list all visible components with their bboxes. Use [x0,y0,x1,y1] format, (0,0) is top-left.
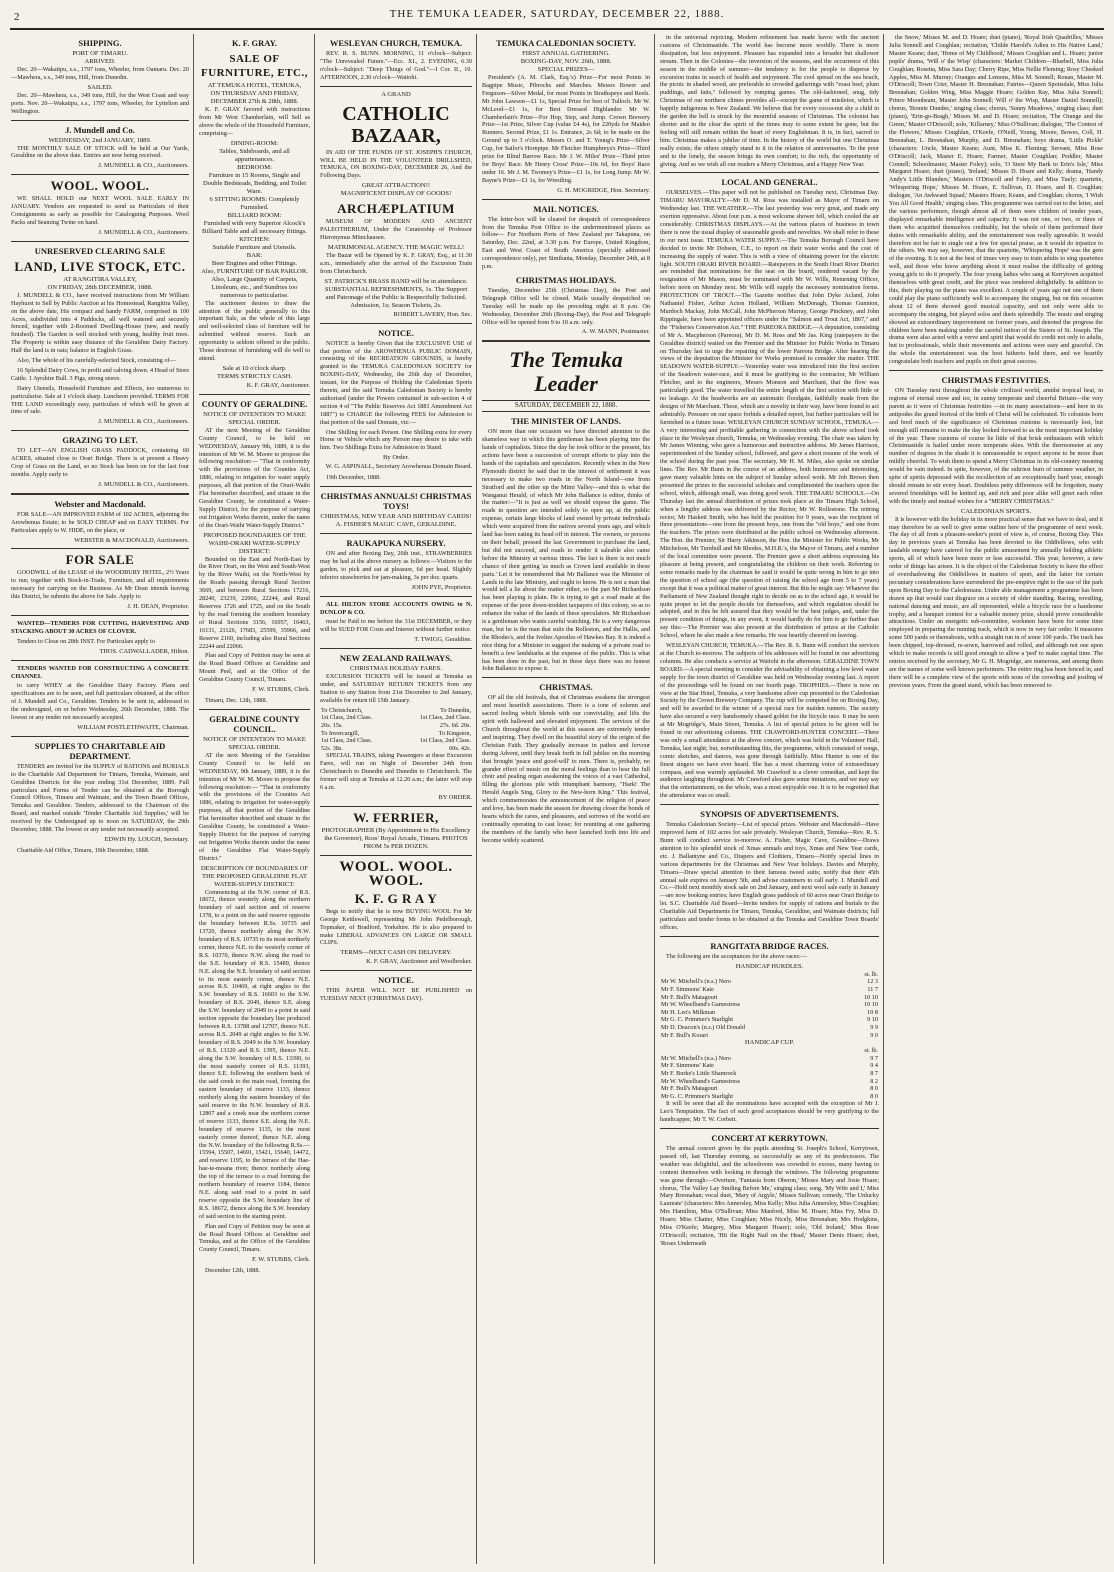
gray-signature: K. F. GRAY, Auctioneer. [246,381,310,389]
railways-heading: NEW ZEALAND RAILWAYS. [339,653,453,664]
order-text: By Order. [382,454,409,462]
table-cell: 9 7 [870,1054,878,1062]
stubbs-signature: F. W. STUBBS, Clerk. [252,686,310,694]
column-1 [8,34,192,1564]
races-heading: RANGITATA BRIDGE RACES. [710,940,829,951]
table-cell: 60s. 42s. [449,744,471,752]
column-3 [317,34,475,1564]
table-cell: Mr F. Simmons' Kate [661,1062,714,1070]
table-cell: st. lb. [864,1047,878,1055]
bar-text: Beer Engines and other Fittings. [211,259,298,267]
table-row [320,737,472,745]
paper-title: The Temuka Leader [509,347,623,397]
stock-items: 16 Splendid Dairy Cows, in profit and calving down. 4 Head of Store Cattle. 1 Ayrshire Bull. 3 Pigs, strong stores. [11,366,189,382]
first-annual-text: FIRST ANNUAL GATHERING. [522,50,610,57]
hilton-text: must be Paid to me before the 31st DECEMBER, or they will be SUED FOR Costs and Interest without further notice. [320,618,472,634]
table-cell [660,971,845,979]
fisher-text: A. FISHER'S MAGIC CAVE, GERALDINE. [335,521,457,529]
hurdles-table [660,971,879,1039]
christmas-heading: CHRISTMAS. [539,682,593,693]
parlor-text: Also, FURNITURE OF BAR PARLOR. [201,267,308,275]
handicap-heading: HANDICAP CUP. [744,1039,795,1047]
mundell-sale-text: THE MONTHLY SALE OF STOCK will be held at Our Yards, Geraldine on the above date. Entries are now being received. [11,144,189,160]
table-row [660,978,879,986]
minister-heading: THE MINISTER OF LANDS. [511,416,621,427]
stock-intro: Also, The whole of his carefully-selected Stock, consisting of— [17,357,176,365]
table-cell: Mr F. Bull's Matagouri [661,1085,718,1093]
table-cell: Mr F. Bull's Korari [661,1031,709,1039]
ferrier-heading: W. FERRIER, [353,809,439,825]
table-row [660,1001,879,1009]
notice-text: AT the next Meeting of the Geraldine County Council, to be held on WEDNESDAY, January 9th, 1889, it is the intention of Mr W. M. Moore to propose the following resolution:— "That in conformity with the provisions of the Counties Act, 1886, relating to irrigation for water supply purposes, all that portion of the Orari-Waihi Flat hereinafter described, and situate in the Geraldine County, be constituted a Water-Supply District, for the purpose of carrying out Irrigation Works therein, under the name of the Orari-Waihi Water-Supply District." [199,426,310,529]
sale-time: Sale at 10 o'clock sharp. [222,364,287,372]
refresh-text: SUBSTANTIAL REFRESHMENTS, 1s. The Support and Patronage of the Public is Respectfully Solicited. [324,285,468,301]
sailed-text: Dec. 20—Mawhera, s.s., 349 tons, Hill, for the West Coast and way ports. Nov. 20—Wakatipu, s.s., 1797 tons, Wheeler, for Lyttelton and Wellington. [11,91,189,115]
table-row [660,986,879,994]
grand-text: A GRAND [381,90,411,98]
table-cell: 10 10 [864,993,878,1001]
table-cell: 1st Class, 2nd Class. [321,737,373,745]
masthead-title: THE TEMUKA LEADER, SATURDAY, DECEMBER 22, 1888. [389,8,725,20]
table-cell: Mr W. Wheelband's Gamestress [661,1001,741,1009]
land-text: J. MUNDELL & CO., have received instructions from Mr William Hayhurst to Sell by Public Auction at his Homestead, Rangitira Valley, on the above date, His compact and handy FARM, comprised in 100 Acres, subdivided into 4 Paddocks, all well watered and securely fenced, together with 2-Roomed Dwelling-House (new, and neatly finished). The Garden is well stocked with young, healthy fruit trees. The Property is within easy distance of the Geraldine Dairy Factory. Half the land is in oats; balance in English Grass. [11,291,189,355]
wool-wool-heading: WOOL. WOOL. WOOL. [339,858,453,889]
table-cell: 20s. 15s. [321,721,343,729]
table-row [320,730,472,738]
minister-text: ON more than one occasion we have directed attention to the shameless way in which this gentleman has been playing into the hands of capitalists. Since the day he took office to the present, his actions have been a succession of corrupt efforts to play into the hands of the capitalists and speculators. Recently when in the New Plymouth district he said that in the interest of settlement it was necessary to make two roads in the North Island—one from Stratford and the other up the Mimi Valley—and this is what the Wanganui Herald, of which Mr John Ballance is editor, thinks of the matter:—"It is just as well we should expose the game. The roads in question are intended solely to open up, at the public expense, certain large blocks of land owned by private individuals which were acquired from the natives several years ago, and which land has been eating its head off in interest. The owners, or persons on their behalf, pressed the last Government to purchase the land, but did not succeed, and roads to render it saleable also came before the Ministry at various times. The fact is there is not much chance of their getting 'as much as Crown land available in these parts.' Let it be remembered that Mr Ballance was the Minister of Lands in the late Ministry, and ought to know. He is not a man that would tell a lie about the matter either, so the part Mr Richardson has been playing is plain. He is trying to get a road made at the expense of the poor down-trodden taxpayers of this colony, so as to enhance the value of the lands of these speculators. Mr Richardson is a gentleman who wants careful watching. He is a very dangerous man, but he is the man that suits the Rolleston, and the Hallis, and the Rhodes's, and the Ivelies Apostles of Hawkes Bay. It is indeed a nice thing for a Minister to suggest the making of a private road to benefit a few landsharks at the expense of the public. This is what has been done in the past, but in these days there was no honest John Ballance to expose it. [482,428,650,673]
table-cell: 1st Class, 2nd Class. [419,737,471,745]
raukapuka-heading: RAUKAPUKA NURSERY. [346,538,446,549]
carpets-text: Also, Large Quantity of Carpets, Linoleum, etc., and Sundries too numerous to particularise. [211,275,298,299]
hurdles-heading: HANDICAP HURDLES. [735,962,804,970]
stubbs2-signature: F. W. STUBBS, Clerk. [252,1256,310,1264]
notice-heading: NOTICE OF INTENTION TO MAKE SPECIAL ORDER. [203,410,306,426]
bar-heading: BAR: [246,251,263,259]
arrived-text: Dec. 20—Wakatipu, s.s., 1797 tons, Wheeler, from Oamaru. Dec. 20—Mawhera, s.s., 349 tons, Hill, from Dunedin. [11,66,189,81]
bedroom-text: Furniture in 15 Rooms, Single and Double Bedsteads, Bedding, and Toilet Ware. [202,171,307,195]
table-row [320,745,472,753]
table-cell: 52s. 38s. [321,744,343,752]
prizes-text: President's (A. M. Clark, Esq.'s) Prize—For most Points in Bagpipe Music, Pibrochs and Marches. Messrs Bower and Ferguson—Silver Medal, for most Points in Strathspeys and Reels. Mr John Lawson—£1 1s, Special Prize for best of Tulloch. Mr W. McLeod—£1 1s, for Best Dressed Highlander. Mr W. Chamberlain's Prize—For Hop, Step, and Jump. Crown Brewery Prize—1st Prize, Silver Cup (value £4 4s), for 220yds for Maiden Runners. Second Prize, £1 1s. Entrance, 2s 6d; to be made on the Ground up to 3 o'clock. Messrs O. and T. Young's Prize—Silver Cup, for Sailor's Hornpipe. Mr Fletcher Humphreys's Prize—Third prize for Blind Barrow Race. Mr J. W. Miles' Prize—Third prize for Boys' Race. Mr Henry Cross' Prize—10s 6d, for Boys' Race under 16. Mr J. M. Twomey's Prize—£1 1s, for Long Jump. Mr W. Bayne's Prize—£1 1s, for Wrestling. [482,74,650,184]
handicap-table [660,1047,879,1100]
archae-heading: ARCHÆPLATIUM [337,201,455,217]
archae-text: MUSEUM OF MODERN AND ANCIENT PALEOTHERIUM, Under the Curatorship of Professor Hieronymus Münchausen. [320,218,472,242]
billiard-heading: BILLIARD ROOM: [227,211,282,219]
festivities-text: ON Tuesday next throughout the whole civilized world, amidst tropical heat, in regions of eternal snow and ice, in sunny temperate and cheerful Britain—the very parent as it were of Christmas festivities —in its many associations—and here in its antipodes the grand festival of the birth of Christ will be celebrated. To colonists born and bred much of the significance of Christmas customs is necessarily lost, but enough still remains to make the day looked forward to as the most important holiday of the year. These customs of course lie little of that brisk enthusiasm with which Christmastide is hailed under more temperate skies. With the thermometer at any number of degrees in the shade it is unreasonable to expect anyone to be more than mildly cheerful. To wish them to spend a Merry Christmas in its old-country meaning would be vain indeed. In spite, however, of the sultriest burn of summer weather, in spite of spirits depressed with the recollection of an exceptionally hard year, enough should remain to stir every heart. Doubtless petty differences will be forgotten, many severed friendships will be knitted up, and rich and poor alike will greet each other with the timely and mutual wishes for a "MERRY CHRISTMAS." [889,387,1103,505]
table-row [660,1093,879,1101]
notice2-heading: NOTICE OF INTENTION TO MAKE SPECIAL ORDER. [203,735,306,751]
grazing-signature: J. MUNDELL & CO., Auctioneers. [98,480,189,488]
catholic-text: IN AID OF THE FUNDS OF ST. JOSEPH'S CHURCH, WILL BE HELD IN THE VOLUNTEER DRILLSHED, TEMUKA, ON BOXING-DAY, DECEMBER 26, And the Following Days. [320,148,472,180]
christmas-continued-text: in the universal rejoicing. Modern refinement has made havoc with the ancient customs of Christmastide. The world has become more worldly. There is more dissipation, but less enjoyment. Pleasure has expanded into a broader but shallower stream. Then in the Colonies—the inversion of the seasons, and the occurrence of this season in the middle of summer—the tendency is for the people to disperse by excursion trains in search of health and enjoyment. The cool spread on the sea beach, the picnic in shaded wood, are preferable to crowded gatherings with "roast beef, plum puddings, and faits," followed by romping games. The old-fashioned, snug, tidy Christmas of our northern climes provides all—except the game of mistletoe, which is happily indigenous to New Zealand. We believe that for every cocoa-nut shy a child in the garden the bell is struck by the mournful seasons of Christmas. The colonist has shorter and in the clear the spirit of the times may to some extent be gone, but the feeling will still remain within the heart of every Englishman. It is, in fact, sacred to him. Christmas makes a jubilee of time. In the history of the world but one Christmas really exists; the others simply stand to it in the relation of anniversaries. To the poor and to the lonely, the season brings its own comfort; to the rich, the opportunity of giving. And so we wish all our readers a Merry Christmas, and a Happy New Year. [660,34,879,168]
stubbs2-date: December 12th, 1888. [205,1267,260,1275]
christmas-annuals-heading: CHRISTMAS ANNUALS! CHRISTMAS TOYS! [320,491,472,512]
table-cell: Mr G. C. Primmer's Starlight [661,1092,733,1100]
raukapuka-text: ON and after Boxing Day, 26th inst., STRAWBERRIES may be had at the above nursery as follows:—Visitors to the garden, to pick and eat at pleasure, 6d per head. Slightly inferior strawberries for jam-making, 3s per doz. quarts. [320,550,472,581]
forsale-signature: J. H. DEAN, Proprietor. [127,603,189,611]
table-row [660,1085,879,1093]
ferrier-text: PHOTOGRAPHER (By Appointment to His Excellency the Governor), Ross' Royal Arcade, Timaru. PHOTOS FROM 5s PER DOZEN. [321,826,471,850]
kfg-text: Begs to notify that he is now BUYING WOOL For Mr George Kettlewell, representing Mr John Pedelborough, Topmaker, of Bradford, Yorkshire. He is also prepared to make LIBERAL ADVANCES ON LARGE OR SMALL CLIPS. [320,907,472,947]
boundary2-text: Commencing at the N.W. corner of R.S. 18672, thence westerly along the northern boundary of said section and of reserve 1378, to a point on the said reserve opposite the boundary between R.Ss. 10735 and 13720, thence northerly along the N.W. boundary of R.S. 10735 to its most northerly corner, thence N.E. to the westerly corner of R.S. 10370, thence N.W. along the road to the S.E. boundary of R.S. 15489, thence N.E. along the N.E. boundary of said section to its most easterly corner, thence N.E. across R.S. 10469, at right angles to the S.W. boundary of R.S. 16603 to the S.W. boundary of R.S. 2049, thence S.E. along the S.W. boundary of 2049 to a point in said section opposite the boundary line produced between R.S. 13788 and 12707, thence N.E. across R.S. 2049 at right angles to the S.W. boundary of R.S. 2049 to the S.W. boundary of R.S. 13320 and R.S. 1395, thence N.E. along the S.W. boundary of R.S. 13390, to the most easterly corner of R.S. 11393, thence S.E. following the southern bank of the said creek to the main road, forming the eastern boundary of reserve 1133, thence northerly along the eastern boundary of the said reserve to the N.W. boundary of R.S. 12807 and a creek near the northern corner of reserve 1133, thence S.E. along the N.E. boundary of reserve 1135, to the most easterly corner thereof, thence N.E. along the N.W. boundary of the following R.Ss.—15594, 15507, 14691, 15421, 15640, 14472, and reserve 1195, to the terrace of the Hae-hae-te-moana river, thence northerly along the top of the terrace to a road forming the northern boundary of reserve 1184, thence N.E. along said road to a point in said reserve opposite the S.W. boundary line of R.S. 18672, thence along the S.W. boundary of said section to the starting point. [199,888,310,1220]
matrimonial-text: MATRIMONIAL AGENCY. THE MAGIC WELL! [327,243,465,251]
dateline: SATURDAY, DECEMBER 22, 1888. [482,400,650,412]
webster-heading: Webster and Macdonald. [54,498,146,509]
table-row [660,1062,879,1070]
supplies-footer: Charitable Aid Office, Timaru, 19th December, 1888. [17,846,150,854]
column-rule [476,34,477,1564]
land-date: ON FRIDAY, 28th DECEMBER, 1888. [47,283,153,291]
notice2-heading: NOTICE. [378,975,414,986]
aspinall-date: 19th December, 1888. [326,474,381,482]
table-row [320,714,472,722]
notice-text: NOTICE is hereby Given that the EXCLUSIVE USE of that portion of the AROWHENUA PUBLIC DOMAIN, consisting of the RECREATION GROUNDS, is hereby granted to the TEMUKA CALEDONIAN SOCIETY for BOXING-DAY, Wednesday, the 26th day of December, instant, for the Purpose of Holding the Caledonian Sports therein, and the said Temuka Caledonian Society is hereby authorised (under the Powers contained in sub-section 4 of section 4 of "The Public Reserves Act 1881 Amendment Act 1887") to CHARGE the following FEES for Admission to that portion of the said Domain, viz:— [320,339,472,426]
races-tail: It will be seen that all the nominations have accepted with the exception of Mr J. Leo's Temptation. The fact of such good acceptances should be very gratifying to the handicapper, Mr T. W. Corbett. [660,1100,879,1124]
wool-text: WE SHALL HOLD our NEXT WOOL SALE EARLY IN JANUARY. Vendors are requested to send us Particulars of their Consignments as early as possible for Cataloguing Purposes. Wool Packs and Seaming Twine on hand. [11,195,189,226]
table-cell: Mr W. Mitchell's (n.s.) Nero [661,1054,732,1062]
table-cell: 1st Class, 2nd Class. [419,714,471,722]
hilton-heading: ALL HILTON STORE ACCOUNTS OWING to N. DUNLOP & CO. [320,600,472,616]
lavery-signature: ROBERT LAVERY, Hon. Sec. [393,310,472,318]
kfg-terms: TERMS—NEXT CASH ON DELIVERY. [340,949,452,957]
holiday-fares-heading: CHRISTMAS HOLIDAY FARES. [350,665,442,673]
stock-tail: Dairy Utensils, Household Furniture and Effects, too numerous to particularise. Sale at 1 o'clock sharp. Luncheon provided. TERMS FOR THE LAND exceedingly easy, particulars of which will be given at time of sale. [11,384,189,416]
column-2 [196,34,313,1564]
page-number: 2 [14,11,21,23]
local-heading: LOCAL AND GENERAL. [721,177,818,188]
concrete-text: to carry WHEY at the Geraldine Dairy Factory. Plans and specifications are to be seen, and full particulars obtained, at the office of J. Mundell and Co., Geraldine. Tenders to be sent in, addressed to the undersigned, on or before Wednesday, 26th December, 1888. The lowest or any tender not necessarily accepted. [11,682,189,722]
plan2-text: Plan and Copy of Petition may be seen at the Road Board Offices at Geraldine and Temuka, and at the Office of the Geraldine County Council, Timaru. [199,1222,310,1254]
great-attraction: GREAT ATTRACTION!! [361,182,431,190]
pye-signature: JOHN PYE, Proprietor. [411,583,472,591]
table-cell: To Dunedin, [440,706,471,714]
tenders-text: Tenders to Close on 28th INST. For Particulars apply to [17,637,155,645]
wesleyan-text: REV. R. S. BUNN. MORNING, 11 o'clock—Subject: "The Unrevealed Future."—Ecc. XI., 2. EVENING, 6.30 o'clock—Subject: "Deep Things of God."—I Cor. II., 10. AFTERNOON, 2.30 o'clock—Waitohi. [320,50,472,81]
table-row [660,1009,879,1017]
aspinall-signature: W. G. ASPINALL, Secretary Arowhenua Domain Board. [325,463,472,471]
webster-signature: WEBSTER & MACDONALD, Auctioneers. [74,536,189,544]
special-trains-text: SPECIAL TRAINS, taking Passengers at these Excursion Fares, will run on Night of December 24th from Christchurch to Dunedin and Dunedin to Christchurch. The former will stop at Temuka at 12.20 a.m.; the latter will stop 6 a.m. [320,752,472,791]
port-heading: PORT OF TIMARU. [72,50,128,57]
column-5 [657,34,882,1564]
table-cell: 8 2 [870,1077,878,1085]
races-intro: The following are the acceptances for the above races:— [666,952,807,960]
wool-heading: WOOL. WOOL. [50,178,150,194]
stock-signature: J. MUNDELL & CO., Auctioneers. [98,418,189,426]
mogridge-signature: G. H. MOGRIDGE, Hon. Secretary. [557,186,650,194]
dining-text: Tables, Sideboards, and all appurtenances. [219,147,290,163]
billiard-text: Furnished with very Superior Alcock's Billiard Table and all necessary fittings. [202,219,307,235]
kerrytown-text: The annual concert given by the pupils attending St. Joseph's School, Kerrytown, passed off, last Thursday evening, as successfully as any of its predecessors. The weather was delightful, and the schoolroom was crowded to excess, many having to content themselves with looking in through the windows. The following programme was gone through:—Overture, 'Fantasia from Oberon,' Misses Mary and Josie Hoare; chorus, 'The Valley Lay Smiling Before Me,' singing class; song, 'My Wife and I,' Miss Mary Bresnahan; vocal duet, 'Mary of Argyle,' Misses Sullivan; comedy, 'The Unlucky Laureate' (characters: Mrs Annersley, Miss Kelly; Miss Julia Annersley, Miss Coughlan; Mrs Hamilton, Miss O'Sullivan; Miss Manford, Miss M. Hoare; Miss Fry, Miss D. Hoare; Miss Chatter, Miss Coughlan; Miss Nicely, Miss Bresnahan; Mrs Hodgkins, Miss O'Keefe; Margery, Miss Margaret Hoare); solo, 'Old Ireland,' Miss Rose O'Driscoll; recitation, 'Hit the Right Nail on the Head,' Master Denis Hoare; duet, 'Roses Underneath [660,1145,879,1247]
boundary-text: Bounded on the East and North-East by the River Orari, on the West and South-West by the River Waihi, on the North-West by the Roads passing through Rural Section 3669, and between Rural Sections 17216, 28240, 23239, 22066, 22244, and Rural Reserves 1726 and 1725, and on the South by the road forming the southern boundary of Rural Sections 3156, 16957, 16463, 16131, 21126, 17683, 25599, 35966, and Reserve 2160, including also Rural Sections 22244 and 22066. [199,555,310,650]
table-cell: To Kingston, [438,729,471,737]
table-cell: Mr F. Burke's Little Shamrock [661,1069,737,1077]
table-cell: Mr W. Wheelband's Gamestress [661,1077,741,1085]
county-heading: COUNTY OF GERALDINE. [201,398,308,409]
catholic-heading: CATHOLIC BAZAAR, [342,102,450,147]
table-cell: st. lb. [864,970,878,978]
land-heading: LAND, LIVE STOCK, ETC. [14,258,186,274]
furniture-heading: SALE OF FURNITURE, ETC., [200,53,308,79]
fares-table [320,707,472,753]
wool-signature: J. MUNDELL & CO., Auctioneers. [98,228,189,236]
table-cell: 8 7 [870,1069,878,1077]
kitchen-heading: KITCHEN: [239,235,270,243]
grazing-text: TO LET—AN ENGLISH GRASS PADDOCK, containing 60 ACRES, situated close to Orari Bridge. There is at present a Heavy Crop of Grass on the Land, so no Stock has been on for the last four months. Apply early to [11,447,189,478]
bedroom-heading: BEDROOM: [237,163,272,171]
by-order-text: BY ORDER. [438,793,472,801]
table-cell [660,1047,844,1055]
table-cell: Mr D. Deacon's (n.s.) Old Donald [661,1023,745,1031]
column-rule [883,34,884,1564]
table-cell: Mr F. Simmons' Kate [661,985,714,993]
table-row [660,994,879,1002]
webster-text: FOR SALE—AN IMPROVED FARM of 102 ACRES, adjoining the Arowhenua Estate; to be SOLD CHEAP and on EASY TERMS. For Particulars apply to W. HIDE, on the place, or [11,510,189,534]
notice2-text: THIS PAPER WILL NOT BE PUBLISHED on TUESDAY NEXT (CHRISTMAS DAY). [320,987,472,1003]
table-cell: Mr W. Mitchell's (n.s.) Nero [661,978,732,986]
table-cell: 9 9 [870,1023,878,1031]
kerrytown-heading: CONCERT AT KERRYTOWN. [711,1133,828,1143]
kitchen-text: Suitable Furniture and Utensils. [212,243,297,251]
table-row [660,971,879,979]
terms-text: TERMS STRICTLY CASH. [216,372,293,380]
furniture-intro: K. F. GRAY favored with instructions from Mr West Chamberlain, will Sell as above the whole of the Household Furniture, comprising— [199,106,310,137]
table-cell: Mr G. C. Primmer's Starlight [661,1016,733,1024]
column-rule [654,34,655,1564]
concrete-heading: TENDERS WANTED FOR CONSTRUCTING A CONCRETE CHANNEL [11,664,189,680]
mail-text: The letter-box will be cleared for despatch of correspondence from the Temuka Post Office to the undermentioned places as follow— For Northern Ports of New Zealand per Takapuna, on Saturday, Dec. 22nd, at 3.30 p.m. For Europe, United Kingdom, East and West Coast of South America (specially addressed correspondence only), per Similunta, Monday, December 24th, at 8 p.m. [482,215,650,271]
clearing-heading: UNRESERVED CLEARING SALE [34,245,166,256]
bazaar-text: The Bazar will be Opened by K. F. GRAY, Esq., at 11.30 a.m., immediately after the arrival of the Excursion Train from Christchurch. [320,251,472,275]
table-cell: 8 0 [870,1092,878,1100]
notice-heading: NOTICE. [378,327,414,338]
band-text: ST. PATRICK'S BRASS BAND will be in attendance. [324,277,468,285]
table-cell: 27s. 6d. 20s. [439,721,471,729]
tenders-signature: THOS. CADWALLADER, Hilton. [99,647,189,655]
boxing-text: BOXING-DAY, NOV. 26th, 1888. [520,58,612,65]
mundell-date: WEDNESDAY, 2nd JANUARY, 1889. [48,136,152,144]
table-cell: 9 4 [870,1062,878,1070]
furniture-date: ON THURSDAY AND FRIDAY, DECEMBER 27th & 28th, 1888. [210,90,299,105]
holidays-heading: CHRISTMAS HOLIDAYS. [515,274,617,285]
plan-text: Plan and Copy of Petition may be seen at the Road Board Offices at Geraldine and Mount Peel, and at the Office of the Geraldine County Council, Timaru. [199,652,310,684]
tenders-heading: WANTED—TENDERS FOR CUTTING, HARVESTING AND STACKING ABOUT 30 ACRES OF CLOVER. [11,619,189,635]
supplies-signature: EDWIN Hy. LOUGH, Secretary. [104,836,189,843]
forsale-heading: FOR SALE [65,552,135,568]
county2-heading: GERALDINE COUNTY COUNCIL. [209,713,300,734]
land-place: AT RANGITIRA VALLEY, [63,275,137,283]
mundell-signature: J. MUNDELL & CO., Auctioneers. [98,162,189,170]
notice2-text: AT the next Meeting of the Geraldine County Council to be held on WEDNESDAY, 9th January, 1889, it is the intention of Mr W. M. Moore to propose the following resolution:— "That in conformity with the provisions of the Counties Act 1886, relating to irrigation for water-supply purposes, all that portion of the Geraldine Flat hereinafter described and situate in the Geraldine County, be constituted a Water-Supply District for the purpose of carrying out Irrigation Works therein under the name of the Geraldine Flat Water-Supply District." [199,751,310,862]
table-cell: 8 0 [870,1085,878,1093]
forsale-text: GOODWILL of the LEASE of the WOODBURY HOTEL, 2½ Years to run; together with Stock-in-Trade, Furniture, and all requirements necessary for carrying on the Business. As Mr Dean intends leaving this District, he submits the above for Sale. Apply to [11,569,189,601]
table-cell: 9 10 [867,1016,878,1024]
local-text: OURSELVES.—This paper will not be published on Tuesday next, Christmas Day. TIMARU MAYORALTY.—Mr D. M. Ross was installed as Mayor of Timaru on Wednesday last. THE WEATHER.—The last yesterday was very great, and made any exertion oppressive. About four p.m. a most welcome shower fell, which cooled the air considerably. CHRISTMAS DISPLAYS.—At the various places of business in town there is now the usual display of seasonable goods and novelties. We shall refer to these in our next issue. TEMUKA WATER SUPPLY.—The Temuka Borough Council have decided to invite Mr Dobson, C.E., to report on their water works and the cost of increasing the supply of water. This is with a view of obtaining power for the electric light. SOUTH ORARI RIVER BOARD.—Ratepayers in the South Orari River District are reminded that nominations for the seat on the board, rendered vacant by the resignation of Mr Mason, must be nominated with Mr W. Wills, Returning Officer, before noon on Monday next. Mr Wills will supply the necessary nomination forms. PROTECTION OF TROUT.—The Gazette notifies that John Dyke Acland, John Nathaniel Fisher, Arthur Acton Holland, William McDonagh, Thomas Gunnion, Murdoch Mackay, John McCall, John McPherson Murray, George Pinckney, and John Rippingale, have been appointed officers under the "Salmon and Trout Act, 1867," and the "Fisheries Conservation Act." THE PAREORA BRIDGE.—A deputation, consisting of Mr A. Macpherson (Pareora), Mr D. M. Ross and Mr Jas. King (ratepayers in the Geraldine district) waited on the Premier and the Minister for Public Works in Timaru on Thursday last to urge the repairing of the lower Pareora Bridge. After hearing the views of the deputation the Minister for Works promised to consider the matter. THE SEADOWN WATER-SUPPLY.—Yesterday water was introduced into the first section of the Seadown water-race, and it must be gratifying to the contractor, Mr William Fletcher, and to the engineers, Messrs Monson and Marchant, that the flow was particularly good. The water travelled the entire length of the first section with little or no leakage. At the headworks are an automatic floodgate, faithfully made from the designs of Mr Marchant. These, which are a novelty in their way, have been found to act admirably. Pressure on our space forbids a detailed report, but further particulars will be furnished in a future issue. WESLEYAN CHURCH SUNDAY SCHOOL, TEMUKA.—A very interesting and profitable gathering in connection with the above school took place in the Wesleyan church, Temuka, on Wednesday evening. The chair was taken by Mr James Winning, who gave a humorous and instructive address. Mr James Harrison, superintendent of the Sunday school, followed, and gave a short resume of the work of the school during the past year. The secretary, Mr H. M. Miles, also spoke on similar lines. The Rev. Mr Bunn in the course of an address, both humorous and interesting, gave many valuable hints on the subject of Sunday school work. Mr Job Brown then presented the prizes to the successful scholars and complimented the teachers upon the school, which, although small, was doing good work. THE TIMARU SCHOOLS.—On Thursday last the annual distribution of prizes took place at the Timaru High School, when a lengthy address was delivered by the Rector, Mr W. Rollestone. The retiring rector, Mr Haskett Smith, who has held the position for 9 years, was the recipient of three presentations—one from the present boys, one from the "old boys," and one from the teachers. The prizes were distributed at the public school on Wednesday afternoon. The Hon. the Premier, Sir Harry Atkinson, the Hon. the Minister for Public Works, Mr Mitchelson, Mr Turnbull and Mr Rhodes, M.H.R.'s, the Mayor of Timaru, and a number of the local committee were present. The Premier gave a short address expressing his pleasure at being present, and congratulating the children on their work. Referring to some remarks made by the chairman he said it would be quite wrong in him to go into the question of school age (the question of raising the school age from 5 to 7 years) except that it was a political matter of great interest. But this he might say: Whatever the Parliament of New Zealand thought right to decide on as to the school age, it would be quite proper to let the people decide for themselves, and which regulation should be adopted, and in this he felt assured that they would be the best judges, and, under the present condition of things, in any event, it would hardly do for him to go further than say this:—The Premier was also present at the distribution of prizes at the Catholic School, where he also made a few remarks. He was heartily cheered on leaving. [660,189,879,640]
kfg-signature: K. F. GRAY, Auctioneer and Woolbroker. [366,958,472,966]
furniture-place: AT TEMUKA HOTEL, TEMUKA, [207,82,302,89]
table-cell: To Invercargill, [321,729,360,737]
column-rule [193,34,194,1564]
paper-title-block [482,348,650,396]
table-cell: Mr H. Leo's Milkman [661,1008,716,1016]
boundary-heading: PROPOSED BOUNDARIES OF THE WAIHI-ORARI WATER-SUPPLY DISTRICT: [203,531,306,555]
synopsis-heading: SYNOPSIS OF ADVERTISEMENTS. [700,809,839,820]
table-row [660,1055,879,1063]
concrete-signature: WILLIAM POSTLETHWAITE, Chairman. [77,723,189,731]
sitting-text: 6 SITTING ROOMS: Completely Furnished. [209,195,300,211]
column-rule [314,34,315,1564]
twigg-signature: T. TWIGG, Geraldine. [414,636,472,644]
sports-heading: CALEDONIAN SPORTS. [960,507,1032,515]
table-cell: To Christchurch, [321,706,363,714]
mundell-heading: J. Mundell and Co. [65,124,135,135]
supplies-heading: SUPPLIES TO CHARITABLE AID DEPARTMENT. [34,740,166,761]
admission-text: Admission, 1s; Season Tickets, 2s. [350,301,442,309]
sports-text: It is however with the holiday in its more practical sense that we have to deal, and it may therefore be as well to give some outline here of the programme of next week. The day of all from a pleasure-seeker's point of view is, of course, Boxing Day. This day in previous years at Temuka has been devoted to the Oddfellows, who with laudable energy have catered for the public amusement by annually holding athletic sports, all of which have been more or less successful. This year, however, a new order of things has arisen. It is the object of the Caledonian Society to have the effect of overshadowing the Oddfellows in matters of sport, and the latter for certain pecuniary considerations have surrendered the pre-emptive right to the use of the park upon Boxing Day to the Caledonians. Under able management a programme has been drawn up that would cast disgrace on a society of older standing. Racing, wrestling, national dancing and music, are all represented, while a bicycle race for a handsome trophy, and a banquet contest for a valuable money prize, should prove considerable attractions. Under an energetic sub-committee, workmen have been for some time employed in preparing the running track, which is now in very fair order. It measures some 500 yards or thereabouts, with a straight run in of some 100 yards. The track has been chipped, top-dressed, re-sown, harrowed and rolled, and although not one upon which to make records is still good enough to allow a 'ped' to make capital time. The entries received by the secretary, Mr G. H. Mogridge, are numerous, and among them are the names of some well known performers. The entire ring has been fenced in, and there will be a complete view of the sports with none of the crowding and jostling of previous years. From the grand stand, which has been removed to [889,515,1103,689]
table-cell: 9 0 [870,1031,878,1039]
boundary2-heading: DESCRIPTION OF BOUNDARIES OF THE PROPOSED GERALDINE FLAT WATER-SUPPLY DISTRICT: [200,864,309,888]
table-cell: 11 7 [867,985,878,993]
column-4 [479,34,653,1564]
grazing-heading: GRAZING TO LET. [62,435,138,446]
table-cell: 1st Class, 2nd Class. [321,714,373,722]
table-row [660,1024,879,1032]
auctioneer-note: The auctioneer desires to draw the attention of the public generally to this important Sale, as the whole of this large and well-selected class of furniture will be submitted without reserve. Such an opportunity is seldom offered to the public. Those desirous of furnishing will do well to attend. [199,299,310,362]
masthead [10,8,1104,30]
sailed-heading: SAILED. [87,83,113,91]
table-row [660,1032,879,1040]
dining-heading: DINING-ROOM: [230,139,279,147]
fees-text: One Shilling for each Person. One Shilling extra for every Horse or Vehicle which any Person may desire to take with him. Two Shillings Extra for Admission to Stand. [320,428,472,452]
table-row [660,1078,879,1086]
table-cell: 10 8 [867,1008,878,1016]
table-row [660,1016,879,1024]
arrived-heading: ARRIVED. [84,58,116,65]
christmas-text: OF all the old festivals, that of Christmas awakens the strongest and most heartfelt associations. There is a tone of solemn and sacred feeling which blends with our conviviality, and lifts the spirit with hallowed and elevated enjoyment. The services of the Church throughout the world at this season are extremely tender and inspiring. They dwell on the beautiful story of the origin of the Christian Faith. They gradually increase in pathos and fervour during Advent, until they break forth in full jubilee on the morning that brought 'peace and good-will' to men. There is, probably, no grander effect of music on the moral feelings than to hear the full choir and pealing organ awakening the voices of a vast Cathedral, filling the glorious pile with triumphant harmony, "Hark! The Herald Angels Sing, Glory to the New-born King." This festival, which commemorates the announcement of the religion of peace and love, has been made the season for drawing closer the bonds of hearts which the cares, and pleasures, and sorrows of the world are continually operating to cast loose; for reuniting at one gathering the members of the family who have launched forth into life and become widely scattered. [482,694,650,844]
kfg-heading: K. F. G R A Y [354,890,438,906]
table-row [320,707,472,715]
mann-signature: A. W. MANN, Postmaster. [581,328,650,336]
gray-heading: K. F. GRAY. [231,38,278,48]
table-cell: 12 3 [867,978,878,986]
supplies-text: TENDERS are invited for the SUPPLY of RATIONS and BURIALS to the Charitable Aid Department for Timaru, Temuka, Waimate, and Geraldine Districts for the year ending 31st December, 1889. Full particulars and Forms of Tender can be obtained at the Borough Council Offices, Timaru and Waimate, and the Town Board Offices, Temuka and Geraldine. Tenders, addressed to the Chairman of the Board, and marked outside 'Tender Charitable Aid Supplies,' will be received by the Undersigned up to noon on SATURDAY, the 29th December, 1888. The lowest or any tender not necessarily accepted. [11,762,189,834]
table-row [320,722,472,730]
table-cell: Mr F. Bull's Matagouri [661,993,718,1001]
mail-heading: MAIL NOTICES. [533,203,599,214]
table-row [660,1070,879,1078]
christmas-annuals-text: CHRISTMAS, NEW YEAR AND BIRTHDAY CARDS! [320,513,472,521]
prizes-heading: SPECIAL PRIZES— [537,66,595,73]
wesleyan-heading: WESLEYAN CHURCH, TEMUKA. [329,38,463,48]
stubbs-date: Timaru, Dec. 12th, 1888. [205,696,268,704]
caledonian-heading: TEMUKA CALEDONIAN SOCIETY. [496,38,636,48]
holidays-text: Tuesday, December 25th (Christmas Day), the Post and Telegraph Office will be closed. Mails usually despatched on Tuesday will be made up the preceding night at 8 p.m. On Wednesday, December 26th (Boxing-Day), the Post and Telegraph Office will be opened from 9 to 10 a.m. only. [482,286,650,326]
local-text-continued: WESLEYAN CHURCH, TEMUKA.—The Rev. R. S. Bunn will conduct the services at the Church to-morrow. The subjects of his addresses will be found in our advertising columns. He also conducts a service at Waitohi in the afternoon. GERALDINE TOWN BOARD.—A special meeting to consider the advisability of obtaining a low level water supply for the town district of Geraldine was held on Wednesday evening last. A report of the proceedings will be found on our fourth page. TROPHIES.—There is now on view at the Star Hotel, Temuka, a very handsome silver cup presented to the Caledonian Society by the Crown Brewery Company. The cup will be competed for on Boxing Day, and will be awarded to the winner of a special race for maiden runners. The society have also secured a very handsomely chased goblet for the bicycle race. It may be seen at Mr Mogridge's, Main Street, Temuka. A list of special prizes to be given will be found in our advertising columns. THE CRAWFORD-HUNTER CONCERT.—There was only a small attendance at the above concert, which was held in the Volunteer Hall, Temuka, last night; but, notwithstanding this, the programme, which consisted of songs, comic sketches, and dances, was gone through faithfully. Miss Hunter is one of the finest singers we have ever heard. She has a most charming voice of extraordinary compass, and was warmly applauded. Mr Crawford is a clever comedian, and kept the audience laughing throughout. Mr Crawford also gave some imitations, and we may say that the entertainment, on the whole, was a most enjoyable one. It is to be regretted that the attendance was so small. [660,642,879,800]
column-6 [886,34,1106,1564]
festivities-heading: CHRISTMAS FESTIVITIES. [941,375,1051,386]
kerrytown-continued-text: the Snow,' Misses M. and D. Hoare; duet (piano), 'Royal Irish Quadrilles,' Misses Julia Sonnell and Coughlan; recitation, 'Childe Harold's Adieu to His Native Land,' Master Keane; duet, 'Home of My Childhood,' Misses Coughlan and L. Hoare; junior pupils' drama, 'Will o' the Wisp' (characters: Market Children—Bluebell, Miss Julia Coughlan; Rosetta, Miss Sara Day; Cherry Ripe, Miss Nellie Fleming; Rosy Cheeked Apples, Miss M. Murray; Oranges and Lemons, Miss M. Sonnell; Ronan, Master M. O'Driscoll; Town Crier, Master H. Bresnahan; Fairies—Queen Spotisdale, Miss Julia Bresnahan; Golden Wing, Miss Maggie Hoare; Golden Ray, Miss Julia Sonnell; Prince Moonbeam, Master John Sonnell; Will o' the Wisp, Master Daniel Sonnell); chorus, 'Bonnie Dundee,' singing class; chorus, 'Sunny Meadows,' singing class; duet (piano), 'Erin-go-Bragh,' Misses M. and D. Hoare; recitation, 'The Orange and the Green,' Master O'Driscoll; solo, 'Killarney,' Miss O'Sullivan; dialogue, 'The Contest of the Flowers,' Misses Coughlan, O'Keefe, O'Neill, Young, Moore, Bowes, Coll, H. Bresnahan, L. Bresnahan, Murphy, and D. Bresnahan; boys drama, 'Little Pickle' (characters: Uncle, Master Keane; Aunt, Miss K. Fleming; Servant, Miss Rose O'Driscoll; Jack, Master E. Hoare; Farmer, Master Coughlan; Peddler, Master Connell; Schoolmaster, Master Foley); solo, 'O Steer My Bark to Erin's Isle,' Miss Margaret Hoare; duet (piano), 'Ireland,' Misses D. Hoare and Kelly; drama, 'Handy Andy's Little Blunders,' Masters O'Driscoll and Foley, and Miss Tuely; quartette, 'Whispering Hope,' Misses M. Hoare, E. Sullivan, D. Hoare, and B. Coughlan; dialogue, 'An Awkward Squad,' Masters Hoare, Keane, and Coughlan; chorus, 'I Wish You All Good Health,' singing class. This programme was carried out to the letter, and the various performers, though almost all of them were children of tender years, displayed remarkable intelligence and capacity. It was not one, or two, or three of them who acquitted themselves creditably, but the whole of them performed their duties with remarkable ability, and the entertainment was really agreeable. It would therefore not be fair to single out a few for special praise, as it would do injustice to the others. We may say, however, that the quartette, 'Whispering Hope' was the gem of the evening. It is not at the best of times very easy to train adults to sing quartettes well, and those who know anything about it must realise the difficulty of getting young girls to do it properly. The four young ladies who sang at Kerrytown acquitted themselves with great credit, and the piece was rendered delightfully. In addition to this, their playing on the piano was excellent. A couple of years ago not one of them could play the piano sufficiently well to accompany the singing, but on this occasion about 12 of them showed good musical capacity, and not only were able to accompany the singing, but played solos and duets splendidly. The music and singing showed an extraordinary improvement on former years, and denoted the progress the children have been making under the careful tuition of the Sisters of St. Joseph. The drama were also acted with a verve and spirit that would do credit not only to adults, but to professionals, while their movements and actions were easy and graceful. On the whole the entertainment was the best hitherto held there, and we heartily congratulate both teachers and pupils on their great success. [889,34,1103,366]
shipping-heading: SHIPPING. [78,38,122,48]
excursion-text: EXCURSION TICKETS will be issued at Temuka as under, and SATURDAY RETURN TICKETS from any Station to any Station from 21st December to 2nd January, available for return till 15th January. [320,673,472,704]
magnificent-text: MAGNIFICENT DISPLAY OF GOODS! [340,190,452,198]
table-row [660,1047,879,1055]
synopsis-text: Temuka Caledonian Society—List of special prizes. Webster and Macdonald—Have improved farm of 102 acres for sale privately. Wesleyan Church, Temuka—Rev. R. S. Bunn will conduct service to-morrow. A. Fisher, Magic Cave, Geraldine—Draws attention to his splendid stock of Xmas annuals and toys, Xmas and New Year cards, etc. J. Ballantyne and Co., Drapers and Clothiers, Timaru—Notify special lines in various departments for the Christmas and New Year holidays. Davies and Murphy, Timaru—Draw special attention to their famous tweed suits; notify that their 45th annual sale expires on January 5th, and advise customers to call early. J. Mundell and Co.—Hold next monthly stock sale on 2nd January, and next wool sale early in January—are now booking entries; have English grass paddock of 60 acres near Orari Bridge to let. S.C. Charitable Aid Board—Invite tenders for supply of rations and burials to the Charitable Aid Departments for Timaru, Temuka, Geraldine, and Waimate districts; full particulars and tender forms to be obtained at the Temuka and Geraldine Town Boards' offices. [660,821,879,931]
table-cell: 10 10 [864,1001,878,1009]
